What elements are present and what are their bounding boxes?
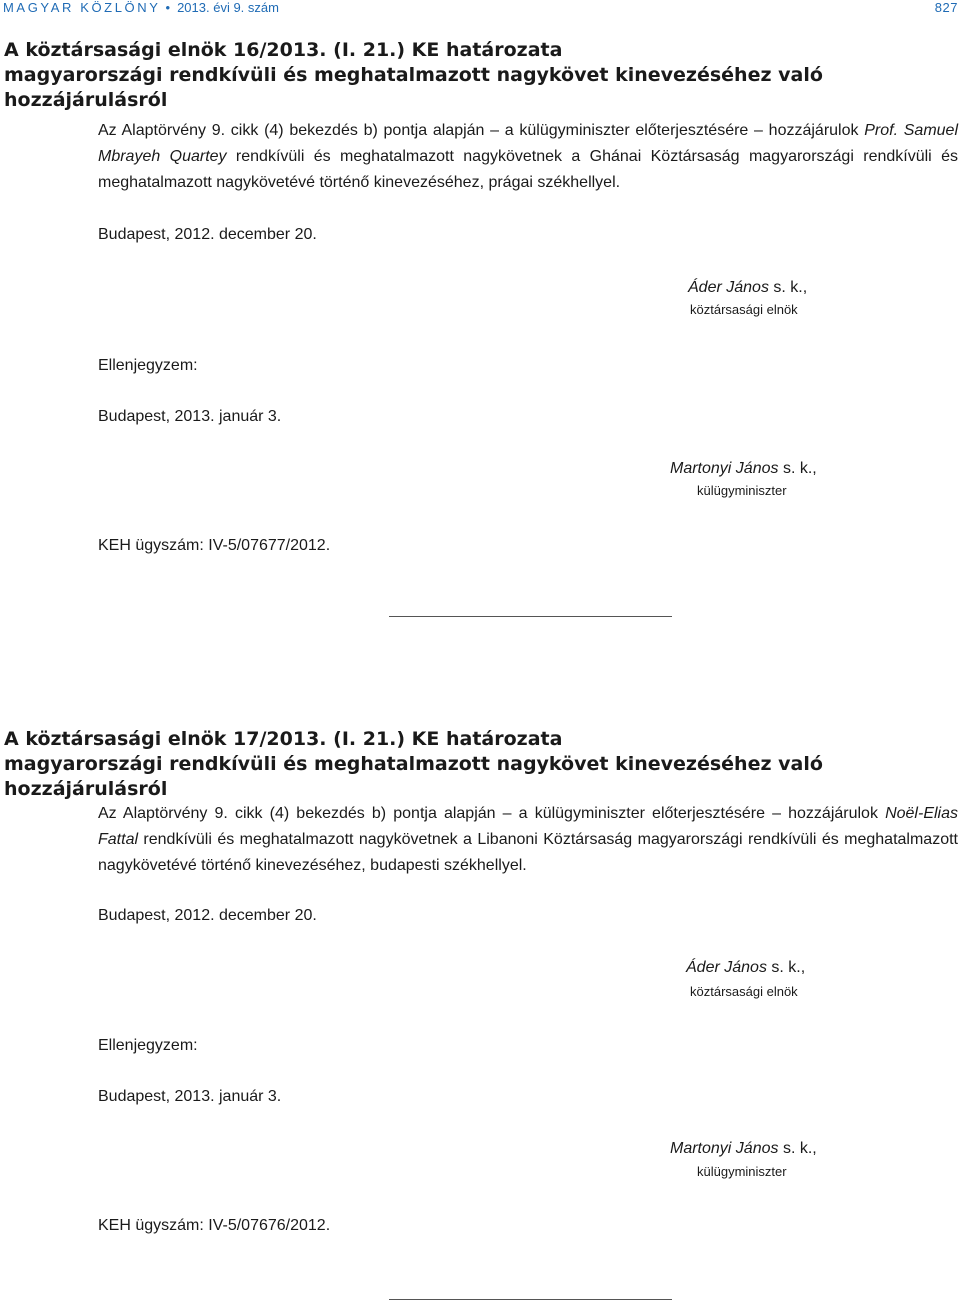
issue-label: 2013. évi 9. szám xyxy=(177,0,279,15)
signer-suffix: s. k., xyxy=(766,959,806,976)
countersigner-name xyxy=(670,459,817,479)
countersigner-role: külügyminiszter xyxy=(697,483,787,498)
countersign-date: Budapest, 2013. január 3. xyxy=(98,1088,282,1105)
case-number: KEH ügyszám: IV-5/07677/2012. xyxy=(98,537,331,554)
body-text-after: rendkívüli és meghatalmazott nagykövetnek a Ghánai Köztársaság magyarországi rendkívüli és meghatalmazott nagykövetévé történő kinevezéséhez, prágai székhellyel. xyxy=(98,148,958,191)
countersign-label: Ellenjegyzem: xyxy=(98,1037,198,1054)
section-divider xyxy=(389,616,672,617)
signer-name xyxy=(686,958,805,978)
decision-date: Budapest, 2012. december 20. xyxy=(98,226,317,243)
signer-name xyxy=(688,278,807,298)
signer-role: köztársasági elnök xyxy=(690,302,798,317)
page-number: 827 xyxy=(934,0,958,15)
case-number: KEH ügyszám: IV-5/07676/2012. xyxy=(98,1217,331,1234)
decision-title-line2: magyarországi rendkívüli és meghatalmazott nagykövet kinevezéséhez való hozzájárulásról xyxy=(4,753,823,800)
decision-body xyxy=(98,118,958,196)
body-text-before: Az Alaptörvény 9. cikk (4) bekezdés b) pontja alapján – a külügyminiszter előterjesztésére – hozzájárulok xyxy=(98,122,865,139)
section-divider xyxy=(389,1299,672,1300)
signer-name-text: Áder János xyxy=(688,279,769,296)
countersign-label: Ellenjegyzem: xyxy=(98,357,198,374)
decision-date: Budapest, 2012. december 20. xyxy=(98,907,317,924)
signer-name-text: Áder János xyxy=(686,959,767,976)
signer-suffix: s. k., xyxy=(768,279,808,296)
publication-name: MAGYAR KÖZLÖNY xyxy=(3,0,161,15)
decision-title xyxy=(4,38,954,113)
body-text-after: rendkívüli és meghatalmazott nagykövetnek a Libanoni Köztársaság magyarországi rendkívüli és meghatalmazott nagykövetévé történő kinevezéséhez, budapesti székhellyel. xyxy=(98,831,958,874)
countersigner-name-text: Martonyi János xyxy=(670,1140,779,1157)
countersigner-role: külügyminiszter xyxy=(697,1164,787,1179)
countersigner-name xyxy=(670,1139,817,1159)
decision-title-line1: A köztársasági elnök 17/2013. (I. 21.) KE határozata xyxy=(4,728,563,750)
body-text-before: Az Alaptörvény 9. cikk (4) bekezdés b) pontja alapján – a külügyminiszter előterjesztésére – hozzájárulok xyxy=(98,805,886,822)
page-header xyxy=(3,0,958,16)
decision-title-line2: magyarországi rendkívüli és meghatalmazott nagykövet kinevezéséhez való hozzájárulásról xyxy=(4,64,823,111)
decision-body xyxy=(98,801,958,879)
bullet-separator: • xyxy=(165,0,171,15)
countersign-date: Budapest, 2013. január 3. xyxy=(98,408,282,425)
countersigner-name-text: Martonyi János xyxy=(670,460,779,477)
nominee-name: Prof. Samuel Mbrayeh Quartey xyxy=(98,122,958,165)
countersigner-suffix: s. k., xyxy=(778,460,817,477)
decision-title xyxy=(4,727,954,802)
nominee-name: Noël-Elias Fattal xyxy=(98,805,958,848)
countersigner-suffix: s. k., xyxy=(778,1140,817,1157)
decision-title-line1: A köztársasági elnök 16/2013. (I. 21.) KE határozata xyxy=(4,39,563,61)
signer-role: köztársasági elnök xyxy=(690,984,798,999)
